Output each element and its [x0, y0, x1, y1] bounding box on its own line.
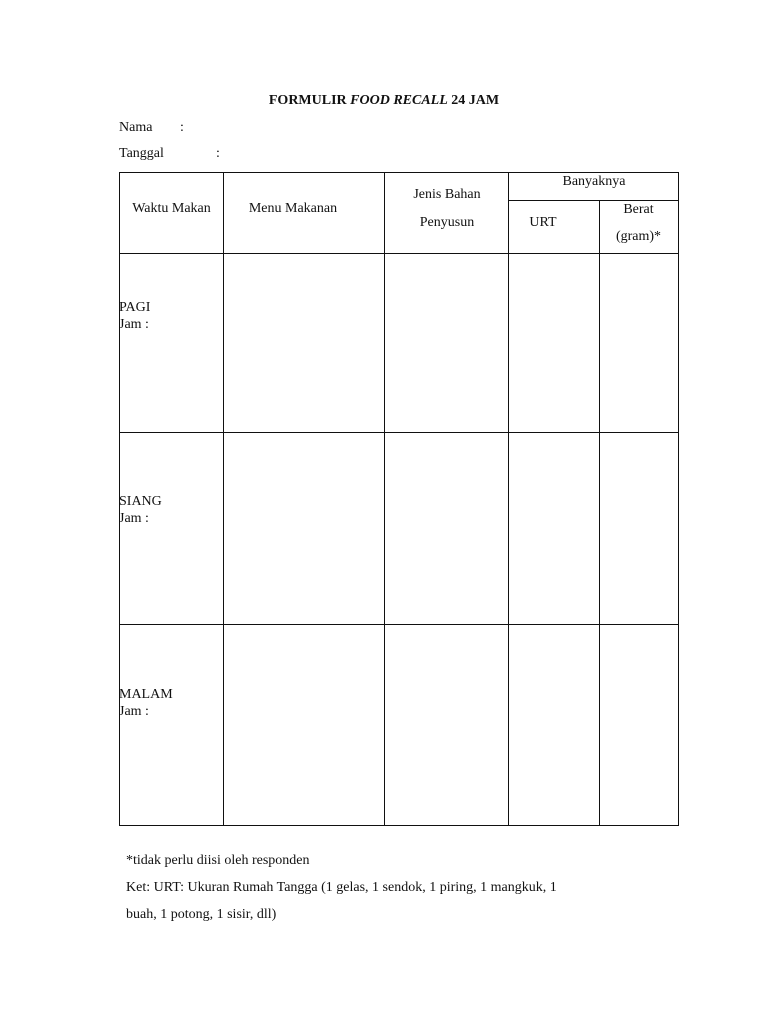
col-divider-4 — [599, 200, 600, 826]
table-border-right — [678, 172, 679, 826]
tanggal-colon: : — [216, 146, 220, 161]
jam-label-siang: Jam : — [119, 511, 149, 526]
nama-colon: : — [180, 120, 184, 135]
footnote-urt-line1: Ket: URT: Ukuran Rumah Tangga (1 gelas, 1 sendok, 1 piring, 1 mangkuk, 1 — [126, 880, 557, 895]
header-banyaknya: Banyaknya — [562, 174, 626, 189]
meal-label-malam: MALAM — [119, 687, 173, 702]
table-border-bottom — [119, 825, 679, 826]
table-row-pagi — [119, 299, 150, 333]
col-divider-3 — [508, 172, 509, 826]
meal-label-pagi: PAGI — [119, 300, 151, 315]
row-divider-pagi — [119, 432, 679, 433]
row-divider-siang — [119, 624, 679, 625]
nama-field — [119, 120, 184, 136]
tanggal-field — [119, 146, 220, 162]
header-waktu-makan: Waktu Makan — [132, 201, 211, 216]
header-berat-unit: (gram)* — [615, 229, 662, 244]
nama-label: Nama — [119, 120, 153, 135]
footnotes — [126, 847, 646, 928]
banyaknya-divider — [509, 200, 679, 201]
header-urt: URT — [529, 215, 557, 230]
form-title-italic: FOOD RECALL — [350, 93, 448, 108]
header-penyusun: Penyusun — [419, 215, 475, 230]
footnote-responden: *tidak perlu diisi oleh responden — [126, 853, 310, 868]
col-divider-1 — [223, 172, 224, 826]
table-row-malam — [119, 686, 173, 720]
table-border-top — [119, 172, 679, 173]
jam-label-pagi: Jam : — [119, 317, 149, 332]
header-jenis-bahan: Jenis Bahan — [413, 187, 481, 202]
tanggal-label: Tanggal — [119, 146, 164, 161]
jam-label-malam: Jam : — [119, 704, 149, 719]
header-bottom-line — [119, 253, 679, 254]
meal-label-siang: SIANG — [119, 494, 162, 509]
footnote-urt-line2: buah, 1 potong, 1 sisir, dll) — [126, 907, 277, 922]
form-title: FORMULIR FOOD RECALL 24 JAM — [268, 93, 500, 108]
header-menu-makanan: Menu Makanan — [248, 201, 338, 216]
table-row-siang — [119, 493, 162, 527]
col-divider-2 — [384, 172, 385, 826]
header-berat: Berat — [623, 202, 654, 217]
